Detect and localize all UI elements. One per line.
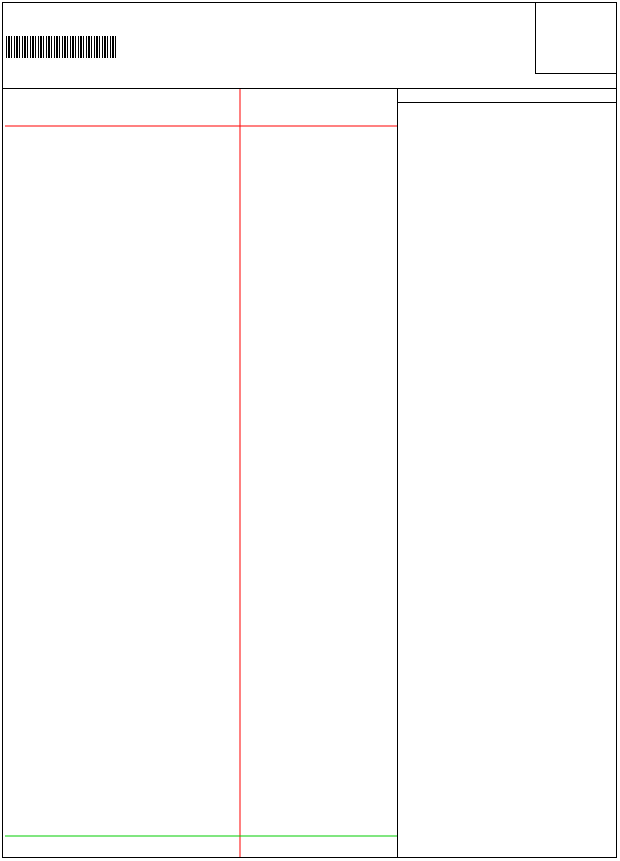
header bbox=[5, 4, 535, 7]
design-info-box bbox=[535, 2, 617, 74]
table-header bbox=[398, 90, 617, 103]
qr-code bbox=[478, 683, 578, 778]
barcode bbox=[6, 36, 116, 58]
design-preview bbox=[5, 89, 397, 857]
embroidery-design bbox=[5, 89, 397, 857]
